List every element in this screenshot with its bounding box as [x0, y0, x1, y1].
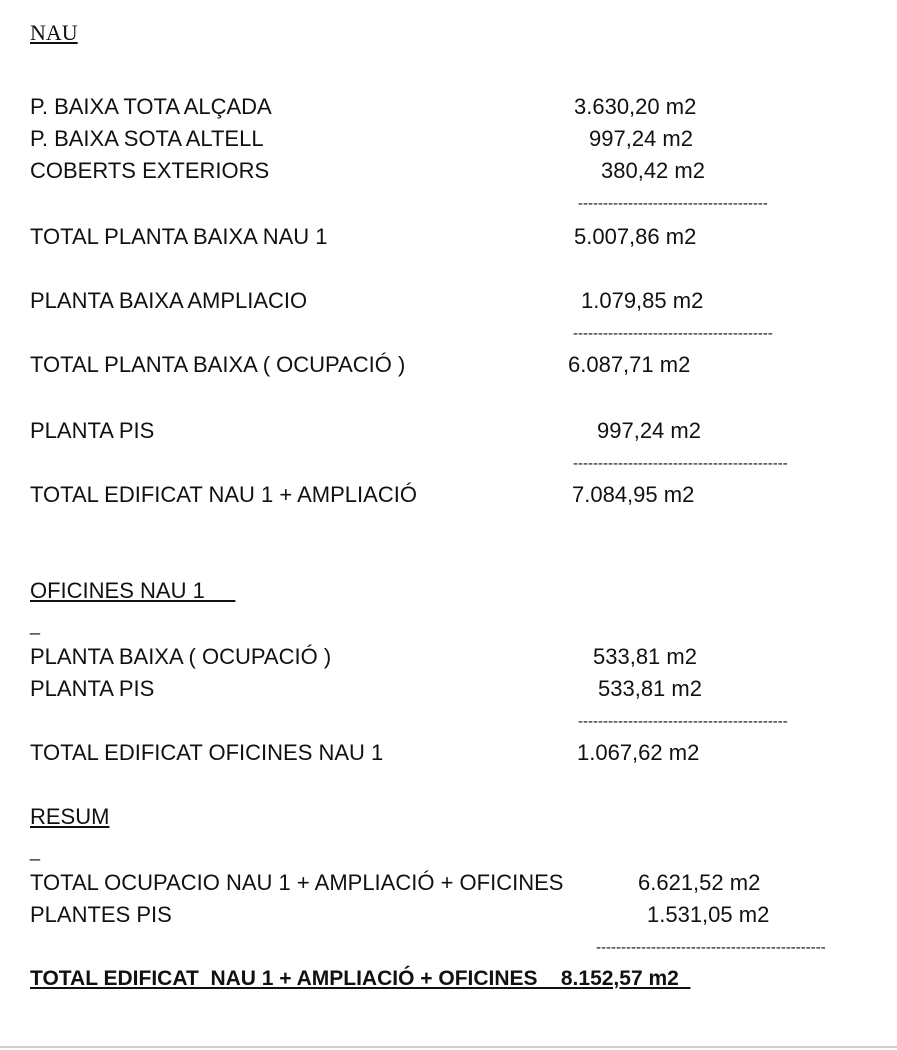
- row-value-pb-tota-alcada: 3.630,20 m2: [574, 94, 697, 119]
- row-label-pb-tota-alcada: P. BAIXA TOTA ALÇADA: [30, 94, 272, 119]
- section-heading-resum: RESUM: [30, 804, 110, 829]
- row-value-total-ocupacio: 6.621,52 m2: [638, 870, 761, 895]
- row-label-total-pb-nau1: TOTAL PLANTA BAIXA NAU 1: [30, 224, 328, 249]
- section-marker: _: [30, 615, 41, 635]
- row-label-total-oficines: TOTAL EDIFICAT OFICINES NAU 1: [30, 740, 384, 765]
- section-heading-nau: NAU: [30, 20, 78, 45]
- separator-dashes: ----------------------------------------------: [596, 939, 826, 956]
- row-value-ampliacio: 1.079,85 m2: [581, 288, 704, 313]
- row-label-total-pb-ocupacio: TOTAL PLANTA BAIXA ( OCUPACIÓ ): [30, 352, 406, 377]
- row-label-ampliacio: PLANTA BAIXA AMPLIACIO: [30, 288, 308, 313]
- row-label-coberts-exteriors: COBERTS EXTERIORS: [30, 158, 270, 183]
- row-value-total-pb-nau1: 5.007,86 m2: [574, 224, 697, 249]
- row-value-total-pb-ocupacio: 6.087,71 m2: [568, 352, 691, 377]
- separator-dashes: ----------------------------------------: [573, 325, 773, 342]
- row-value-total-edificat-nau1: 7.084,95 m2: [572, 482, 695, 507]
- row-label-oficines-pis: PLANTA PIS: [30, 676, 155, 701]
- row-value-planta-pis: 997,24 m2: [597, 418, 701, 443]
- row-value-plantes-pis: 1.531,05 m2: [647, 902, 770, 927]
- row-label-planta-pis: PLANTA PIS: [30, 418, 155, 443]
- separator-dashes: ------------------------------------------: [578, 713, 788, 730]
- row-label-total-ocupacio: TOTAL OCUPACIO NAU 1 + AMPLIACIÓ + OFICINES: [30, 870, 564, 895]
- row-label-oficines-pb: PLANTA BAIXA ( OCUPACIÓ ): [30, 644, 332, 669]
- row-value-oficines-pis: 533,81 m2: [598, 676, 702, 701]
- row-value-oficines-pb: 533,81 m2: [593, 644, 697, 669]
- row-value-pb-sota-altell: 997,24 m2: [589, 126, 693, 151]
- grand-total: TOTAL EDIFICAT NAU 1 + AMPLIACIÓ + OFICINES 8.152,57 m2: [30, 967, 691, 990]
- section-marker: _: [30, 841, 41, 861]
- separator-dashes: -------------------------------------------: [573, 455, 788, 472]
- row-label-plantes-pis: PLANTES PIS: [30, 902, 172, 927]
- row-value-coberts-exteriors: 380,42 m2: [601, 158, 705, 183]
- separator-dashes: --------------------------------------: [578, 195, 768, 212]
- row-label-pb-sota-altell: P. BAIXA SOTA ALTELL: [30, 126, 264, 151]
- row-value-total-oficines: 1.067,62 m2: [577, 740, 700, 765]
- section-heading-oficines: OFICINES NAU 1: [30, 578, 236, 603]
- page-bottom-edge: [0, 1046, 897, 1048]
- row-label-total-edificat-nau1: TOTAL EDIFICAT NAU 1 + AMPLIACIÓ: [30, 482, 417, 507]
